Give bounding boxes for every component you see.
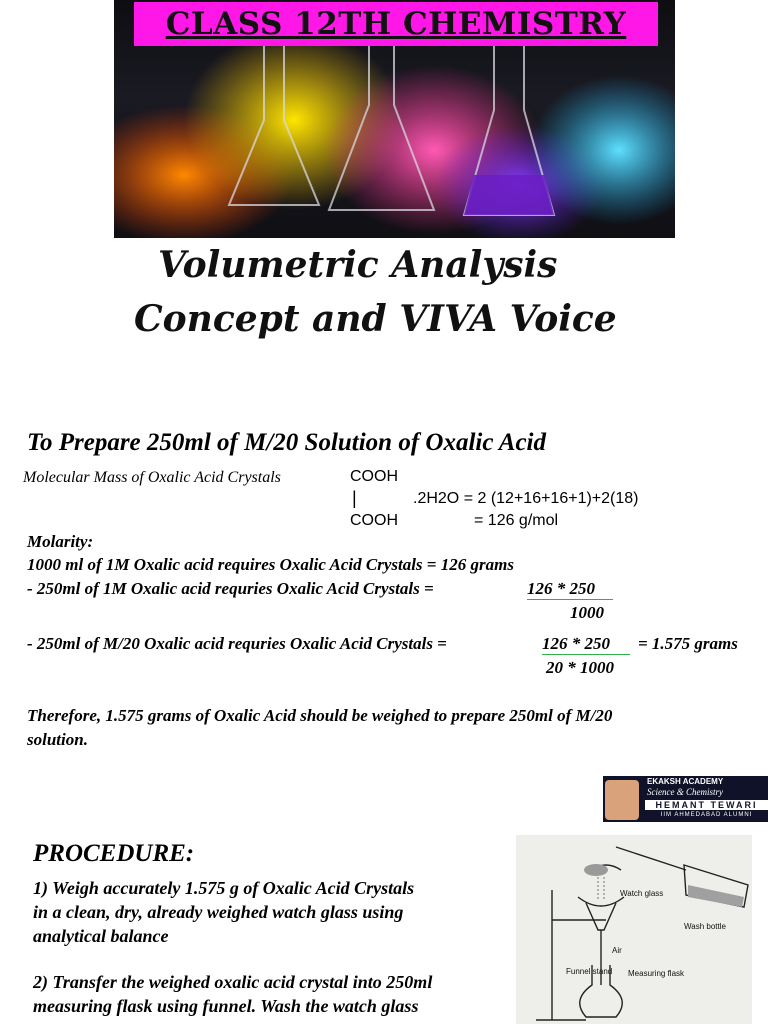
calc-line-3-denominator: 20 * 1000 [546, 658, 614, 677]
calc-line-3-numerator: 126 * 250 [542, 634, 630, 655]
procedure-step-2-line: 2) Transfer the weighed oxalic acid crystal into 250ml [33, 972, 433, 992]
calc-line-2-denominator: 1000 [570, 603, 604, 622]
logo-alumni: IIM AHMEDABAD ALUMNI [660, 812, 753, 818]
label-measuring-flask: Measuring flask [628, 969, 685, 978]
avatar [605, 780, 639, 820]
formula-result: = 126 g/mol [474, 512, 559, 529]
academy-logo [603, 776, 768, 822]
procedure-step-1 [33, 876, 503, 948]
formula-water: .2H2O = 2 (12+16+16+1)+2(18) [413, 490, 639, 507]
calc-line-2-numerator: 126 * 250 [527, 579, 613, 600]
procedure-step-2 [33, 970, 508, 1018]
label-air: Air [612, 946, 622, 955]
label-funnel-stand: Funnel stand [566, 967, 613, 976]
calc-line-3-result: = 1.575 grams [638, 634, 738, 653]
label-wash-bottle: Wash bottle [684, 922, 726, 931]
procedure-step-1-line: in a clean, dry, already weighed watch glass using [33, 902, 404, 922]
apparatus-diagram [516, 835, 752, 1024]
calc-line-2: - 250ml of 1M Oxalic acid requries Oxalic Acid Crystals = [27, 579, 434, 598]
formula-cooh-bottom: COOH [350, 512, 398, 529]
heading-line-2: Concept and VIVA Voice [134, 298, 617, 340]
conclusion-line-1: Therefore, 1.575 grams of Oxalic Acid should be weighed to prepare 250ml of M/20 [27, 706, 613, 725]
calc-line-3: - 250ml of M/20 Oxalic acid requries Oxalic Acid Crystals = [27, 634, 447, 653]
procedure-title: PROCEDURE: [33, 840, 195, 867]
procedure-step-1-line: 1) Weigh accurately 1.575 g of Oxalic Acid Crystals [33, 878, 415, 898]
logo-tagline: Science & Chemistry [647, 787, 723, 797]
banner-image [114, 0, 675, 238]
formula-bond: | [352, 488, 357, 508]
section-title-prepare: To Prepare 250ml of M/20 Solution of Oxalic Acid [27, 429, 546, 456]
logo-academy: EKAKSH ACADEMY [647, 777, 724, 786]
formula-cooh-top: COOH [350, 468, 398, 485]
molecular-mass-label: Molecular Mass of Oxalic Acid Crystals [23, 469, 281, 486]
label-watch-glass: Watch glass [620, 889, 664, 898]
calc-line-1: 1000 ml of 1M Oxalic acid requires Oxalic Acid Crystals = 126 grams [27, 555, 514, 574]
procedure-step-2-line: measuring flask using funnel. Wash the watch glass [33, 996, 419, 1016]
molarity-label: Molarity: [27, 532, 94, 551]
heading-line-1: Volumetric Analysis [158, 244, 558, 286]
procedure-step-1-line: analytical balance [33, 926, 169, 946]
logo-name: HEMANT TEWARI [645, 800, 768, 810]
banner-title: CLASS 12TH CHEMISTRY [134, 2, 658, 46]
conclusion-line-2: solution. [27, 730, 88, 749]
